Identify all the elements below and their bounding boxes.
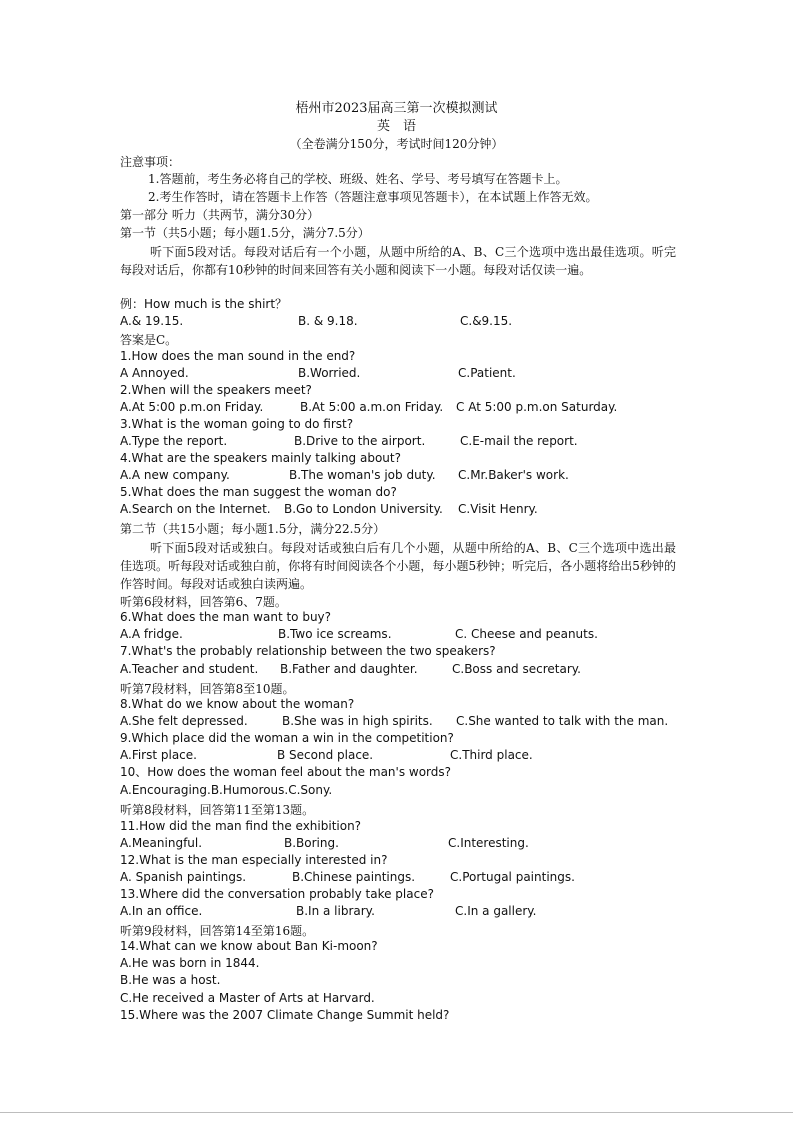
part1-heading: 第一部分 听力（共两节，满分30分）	[120, 208, 320, 222]
q12-option-c: C.Portugal paintings.	[450, 870, 575, 884]
q6-option-c: C. Cheese and peanuts.	[455, 627, 598, 641]
q11-option-c: C.Interesting.	[448, 836, 529, 850]
q8-option-a: A.She felt depressed.	[120, 714, 248, 728]
group-heading-7: 听第7段材料，回答第8至10题。	[120, 682, 295, 696]
q6-option-a: A.A fridge.	[120, 627, 183, 641]
page-bottom-rule	[0, 1112, 793, 1113]
q12-option-a: A. Spanish paintings.	[120, 870, 247, 884]
q4-option-b: B.The woman's job duty.	[289, 468, 436, 482]
q3-option-c: C.E-mail the report.	[460, 434, 578, 448]
question-10: 10、How does the woman feel about the man's words?	[120, 765, 452, 779]
group-heading-9: 听第9段材料，回答第14至第16题。	[120, 924, 315, 938]
question-13: 13.Where did the conversation probably take place?	[120, 887, 434, 901]
section1-heading: 第一节（共5小题；每小题1.5分，满分7.5分）	[120, 226, 370, 240]
question-7: 7.What's the probably relationship between the two speakers?	[120, 644, 496, 658]
example-option-b: B. & 9.18.	[298, 314, 358, 328]
q7-option-a: A.Teacher and student.	[120, 662, 259, 676]
q14-option-b: B.He was a host.	[120, 973, 221, 987]
q11-option-a: A.Meaningful.	[120, 836, 203, 850]
q12-option-b: B.Chinese paintings.	[292, 870, 416, 884]
q1-option-b: B.Worried.	[298, 366, 361, 380]
q14-option-a: A.He was born in 1844.	[120, 956, 260, 970]
section2-heading: 第二节（共15小题；每小题1.5分，满分22.5分）	[120, 522, 386, 536]
example-answer: 答案是C。	[120, 333, 178, 347]
q13-option-b: B.In a library.	[296, 904, 375, 918]
question-8: 8.What do we know about the woman?	[120, 697, 355, 711]
example-option-c: C.&9.15.	[460, 314, 513, 328]
group-heading-6: 听第6段材料，回答第6、7题。	[120, 595, 287, 609]
q9-option-b: B Second place.	[277, 748, 374, 762]
q9-option-a: A.First place.	[120, 748, 197, 762]
section1-instructions: 听下面5段对话。每段对话后有一个小题，从题中所给的A、B、C三个选项中选出最佳选项。听完每段对话后，你都有10秒钟的时间来回答有关小题和阅读下一小题。每段对话仅读一遍。	[120, 245, 676, 277]
notes-heading: 注意事项：	[120, 155, 181, 169]
q1-option-c: C.Patient.	[458, 366, 516, 380]
q11-option-b: B.Boring.	[284, 836, 339, 850]
question-12: 12.What is the man especially interested in?	[120, 853, 388, 867]
q5-option-c: C.Visit Henry.	[458, 502, 538, 516]
q8-option-c: C.She wanted to talk with the man.	[456, 714, 669, 728]
question-14: 14.What can we know about Ban Ki-moon?	[120, 939, 378, 953]
q14-option-c: C.He received a Master of Arts at Harvard.	[120, 991, 375, 1005]
q3-option-b: B.Drive to the airport.	[294, 434, 426, 448]
question-9: 9.Which place did the woman a win in the competition?	[120, 731, 454, 745]
section2-instructions: 听下面5段对话或独白。每段对话或独白后有几个小题，从题中所给的A、B、C三个选项中选出最佳选项。听每段对话或独白前，你将有时间阅读各个小题，每小题5秒钟；听完后，各小题将给出5秒钟的作答时间。每段对话或独白读两遍。	[120, 541, 676, 591]
note-item-2: 2.考生作答时，请在答题卡上作答（答题注意事项见答题卡），在本试题上作答无效。	[148, 190, 598, 204]
example-question: 例：How much is the shirt？	[120, 297, 288, 311]
q13-option-c: C.In a gallery.	[455, 904, 537, 918]
exam-title: 梧州市2023届高三第一次模拟测试	[295, 101, 498, 116]
q2-option-a: A.At 5:00 p.m.on Friday.	[120, 400, 264, 414]
q8-option-b: B.She was in high spirits.	[282, 714, 433, 728]
q7-option-b: B.Father and daughter.	[280, 662, 418, 676]
q5-option-b: B.Go to London University.	[284, 502, 443, 516]
question-15: 15.Where was the 2007 Climate Change Summit held?	[120, 1008, 450, 1022]
question-3: 3.What is the woman going to do first?	[120, 417, 354, 431]
q9-option-c: C.Third place.	[450, 748, 533, 762]
note-item-1: 1.答题前，考生务必将自己的学校、班级、姓名、学号、考号填写在答题卡上。	[148, 172, 568, 186]
q13-option-a: A.In an office.	[120, 904, 203, 918]
q4-option-c: C.Mr.Baker's work.	[458, 468, 569, 482]
q5-option-a: A.Search on the Internet.	[120, 502, 271, 516]
question-11: 11.How did the man find the exhibition?	[120, 819, 362, 833]
exam-info: （全卷满分150分，考试时间120分钟）	[289, 137, 504, 151]
question-5: 5.What does the man suggest the woman do?	[120, 485, 397, 499]
question-1: 1.How does the man sound in the end?	[120, 349, 356, 363]
q1-option-a: A Annoyed.	[120, 366, 189, 380]
question-4: 4.What are the speakers mainly talking about?	[120, 451, 401, 465]
question-2: 2.When will the speakers meet?	[120, 383, 312, 397]
exam-subject: 英 语	[376, 119, 416, 134]
example-option-a: A.& 19.15.	[120, 314, 184, 328]
q2-option-c: C At 5:00 p.m.on Saturday.	[456, 400, 618, 414]
q4-option-a: A.A new company.	[120, 468, 230, 482]
q6-option-b: B.Two ice screams.	[278, 627, 392, 641]
q2-option-b: B.At 5:00 a.m.on Friday.	[300, 400, 444, 414]
group-heading-8: 听第8段材料，回答第11至第13题。	[120, 803, 315, 817]
q7-option-c: C.Boss and secretary.	[452, 662, 581, 676]
q3-option-a: A.Type the report.	[120, 434, 228, 448]
question-6: 6.What does the man want to buy?	[120, 610, 332, 624]
q10-options: A.Encouraging.B.Humorous.C.Sony.	[120, 783, 333, 797]
